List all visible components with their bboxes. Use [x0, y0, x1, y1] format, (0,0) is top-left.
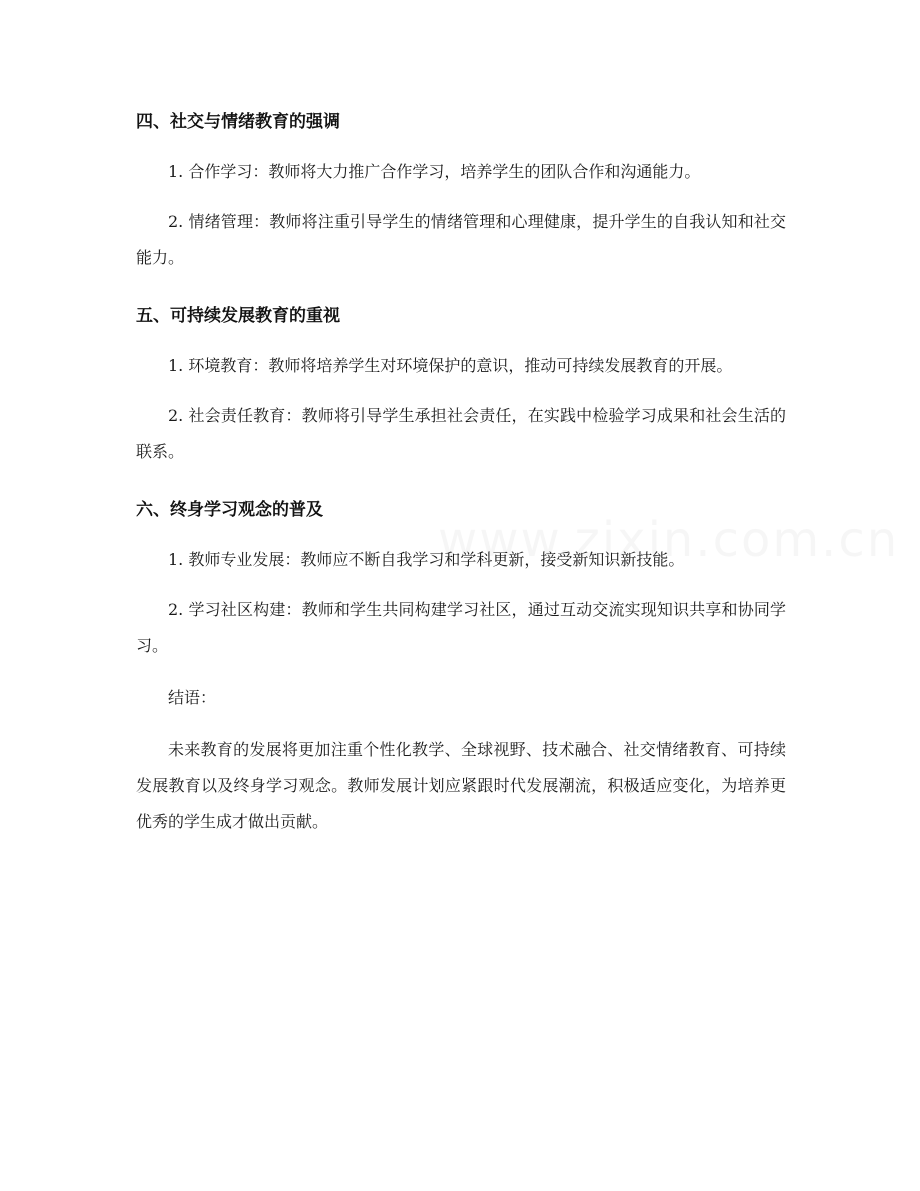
- section-5-item-2: 2. 社会责任教育：教师将引导学生承担社会责任，在实践中检验学习成果和社会生活的联系。: [136, 406, 786, 461]
- section-6-item-1: 1. 教师专业发展：教师应不断自我学习和学科更新，接受新知识新技能。: [168, 550, 685, 569]
- section-4-item-1: 1. 合作学习：教师将大力推广合作学习，培养学生的团队合作和沟通能力。: [168, 162, 701, 181]
- section-5-item-1: 1. 环境教育：教师将培养学生对环境保护的意识，推动可持续发展教育的开展。: [168, 356, 733, 375]
- document-body: [136, 104, 786, 840]
- section-6-item-2: 2. 学习社区构建：教师和学生共同构建学习社区，通过互动交流实现知识共享和协同学习。: [136, 600, 786, 655]
- section-heading-5: 五、可持续发展教育的重视: [136, 306, 340, 326]
- section-heading-4: 四、社交与情绪教育的强调: [136, 112, 340, 132]
- section-heading-6: 六、终身学习观念的普及: [136, 500, 323, 520]
- conclusion-text: 未来教育的发展将更加注重个性化教学、全球视野、技术融合、社交情绪教育、可持续发展教育以及终身学习观念。教师发展计划应紧跟时代发展潮流，积极适应变化，为培养更优秀的学生成才做出贡献。: [136, 740, 786, 831]
- section-4-item-2: 2. 情绪管理：教师将注重引导学生的情绪管理和心理健康，提升学生的自我认知和社交能力。: [136, 212, 786, 267]
- conclusion-label: 结语：: [168, 688, 217, 707]
